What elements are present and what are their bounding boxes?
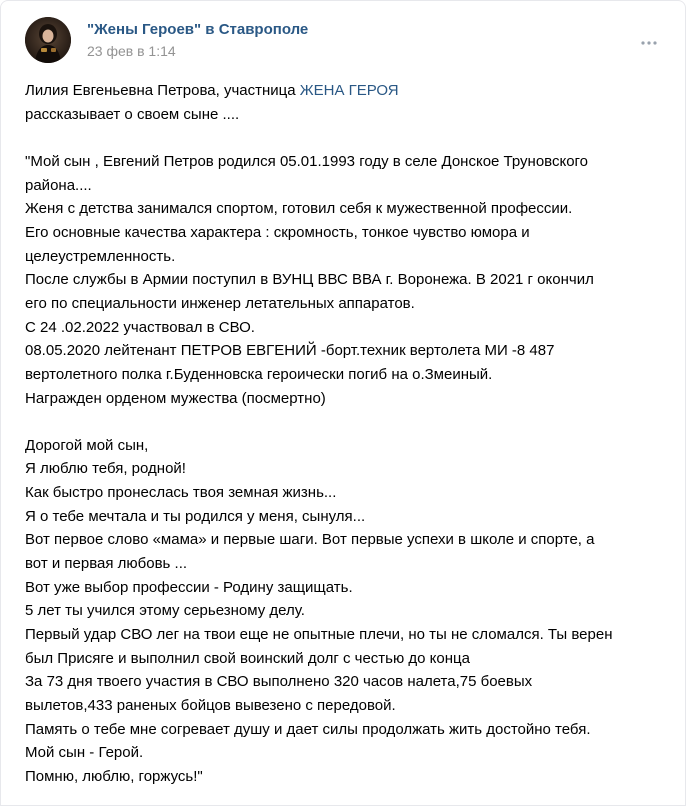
letter-line: вылетов,433 раненых бойцов вывезено с передовой. (25, 697, 396, 715)
letter-line: Как быстро пронеслась твоя земная жизнь... (25, 484, 337, 502)
letter-line: Я люблю тебя, родной! (25, 460, 186, 478)
post-more-button[interactable] (641, 35, 657, 51)
post-header (25, 17, 308, 63)
letter-line: Я о тебе мечтала и ты родился у меня, сынуля... (25, 507, 366, 525)
more-dots-icon (641, 41, 657, 45)
bio-line: Его основные качества характера : скромность, тонкое чувство юмора и (25, 223, 530, 241)
letter-line: Дорогой мой сын, (25, 436, 149, 454)
letter-line: За 73 дня твоего участия в СВО выполнено 320 часов налета,75 боевых (25, 673, 533, 691)
bio-line: С 24 .02.2022 участвовал в СВО. (25, 318, 255, 336)
letter-paragraph (25, 434, 675, 789)
letter-line: был Присяге и выполнил свой воинский долг с честью до конца (25, 649, 470, 667)
letter-line: Первый удар СВО лег на твои еще не опытные плечи, но ты не сломался. Ты верен (25, 626, 613, 644)
bio-line: целеустремленность. (25, 247, 176, 265)
bio-line: "Мой сын , Евгений Петров родился 05.01.1993 году в селе Донское Труновского (25, 152, 589, 170)
post-meta (87, 20, 308, 61)
letter-line: Вот уже выбор профессии - Родину защищать. (25, 578, 353, 596)
bio-line: 08.05.2020 лейтенант ПЕТРОВ ЕВГЕНИЙ -борт.техник вертолета МИ -8 487 (25, 342, 555, 360)
blank-line (25, 126, 675, 150)
letter-line: Мой сын - Герой. (25, 744, 144, 762)
bio-line: Женя с детства занимался спортом, готовил себя к мужественной профессии. (25, 200, 573, 218)
post-date[interactable]: 23 фев в 1:14 (87, 42, 176, 59)
group-name-link[interactable]: "Жены Героев" в Ставрополе (87, 20, 309, 38)
intro-line (25, 79, 675, 103)
letter-line: вот и первая любовь ... (25, 555, 188, 573)
letter-line: Помню, люблю, горжусь!" (25, 768, 203, 785)
avatar-photo-icon (25, 17, 71, 63)
bio-line: района.... (25, 176, 92, 194)
post-text (25, 79, 675, 789)
bio-line: Награжден орденом мужества (посмертно) (25, 389, 326, 407)
intro-line: рассказывает о своем сыне .... (25, 105, 240, 123)
letter-line: Вот первое слово «мама» и первые шаги. Вот первые успехи в школе и спорте, а (25, 531, 595, 549)
letter-line: 5 лет ты учился этому серьезному делу. (25, 602, 305, 620)
intro-text: Лилия Евгеньевна Петрова, участница (25, 82, 300, 99)
letter-line: Память о тебе мне согревает душу и дает силы продолжать жить достойно тебя. (25, 720, 591, 738)
blank-line (25, 410, 675, 434)
mention-link[interactable]: ЖЕНА ГЕРОЯ (299, 82, 399, 99)
bio-line: его по специальности инженер летательных аппаратов. (25, 294, 415, 312)
bio-line: вертолетного полка г.Буденновска героически погиб на о.Змеиный. (25, 365, 493, 383)
bio-paragraph (25, 150, 675, 410)
group-avatar[interactable] (25, 17, 71, 63)
bio-line: После службы в Армии поступил в ВУНЦ ВВС ВВА г. Воронежа. В 2021 г окончил (25, 271, 594, 289)
